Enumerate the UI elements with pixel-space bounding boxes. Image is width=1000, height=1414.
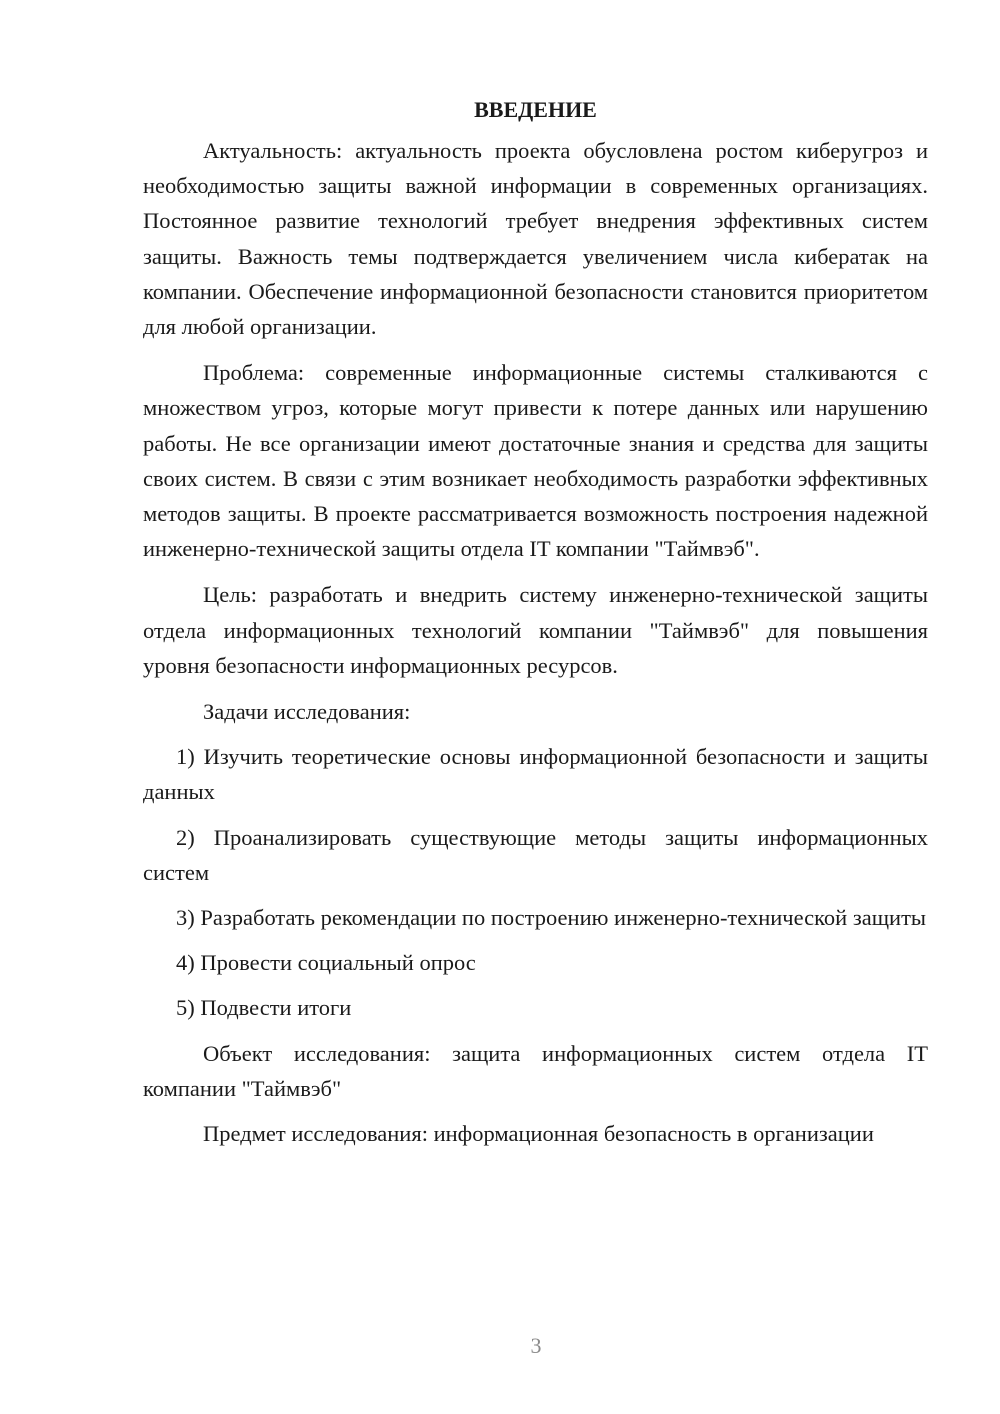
paragraph-relevance: Актуальность: актуальность проекта обусловлена ростом киберугроз и необходимостью защиты важной информации в современных организациях. Постоянное развитие технологий требует внедрения эффективных систем защиты. Важность темы подтверждается увеличением числа кибератак на компании. Обеспечение информационной безопасности становится приоритетом для любой организации. [143, 138, 928, 340]
task-item-1: 1) Изучить теоретические основы информационной безопасности и защиты данных [143, 744, 928, 805]
section-title: ВВЕДЕНИЕ [474, 97, 597, 122]
tasks-heading: Задачи исследования: [203, 699, 411, 725]
paragraph-object: Объект исследования: защита информационных систем отдела IT компании "Таймвэб" [143, 1040, 928, 1101]
task-item-2: 2) Проанализировать существующие методы защиты информационных систем [143, 824, 928, 885]
page-content [143, 92, 928, 1151]
task-item-3: 3) Разработать рекомендации по построению инженерно-технической защиты [176, 905, 927, 931]
page-number: 3 [530, 1333, 542, 1358]
task-item-5: 5) Подвести итоги [176, 995, 352, 1021]
paragraph-problem: Проблема: современные информационные системы сталкиваются с множеством угроз, которые могут привести к потере данных или нарушению работы. Не все организации имеют достаточные знания и средства для защиты своих систем. В связи с этим возникает необходимость разработки эффективных методов защиты. В проекте рассматривается возможность построения надежной инженерно-технической защиты отдела IT компании "Таймвэб". [143, 360, 928, 562]
task-item-4: 4) Провести социальный опрос [176, 950, 476, 976]
paragraph-goal: Цель: разработать и внедрить систему инженерно-технической защиты отдела информационных технологий компании "Таймвэб" для повышения уровня безопасности информационных ресурсов. [143, 582, 928, 678]
paragraph-subject: Предмет исследования: информационная безопасность в организации [203, 1121, 874, 1147]
